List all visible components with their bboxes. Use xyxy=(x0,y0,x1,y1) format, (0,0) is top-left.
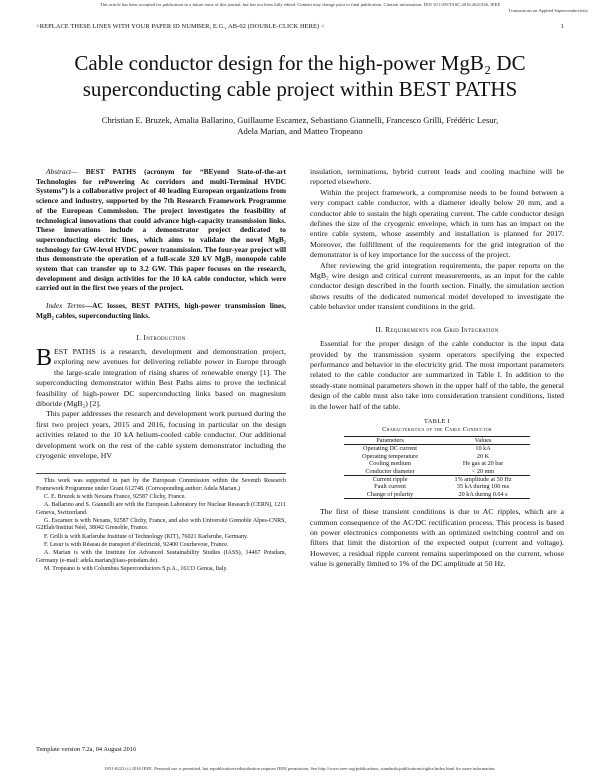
table-cell-parameter: Conductor diameter xyxy=(365,467,415,475)
table-cell-value: 20 kA during 0.64 s xyxy=(436,491,530,499)
drop-cap: B xyxy=(36,344,53,371)
table-cell-parameter: Cooling medium xyxy=(369,460,411,468)
right-paragraph-1: Within the project framework, a compromise needs to be found between a very compact cable conductor, with a diameter ideally below 20 mm, and a conductor able to sustain the high operating current. The cable conductor design defines the size of the cryogenic envelope, which in turn has an impact on the entire cable system, whose assembly and installation is planned for 2017. Moreover, the fulfillment of the requirements for the grid integration of the demonstrator is of key importance for the success of the project. xyxy=(310,187,564,260)
section-heading-grid-integration: II. Requirements for Grid Integration xyxy=(375,324,499,334)
footnote: F. Lesur is with Réseau de transport d’électricité, 92400 Courbevoie, France. xyxy=(44,542,229,548)
index-terms xyxy=(36,301,286,320)
right-paragraph-4: The first of these transient conditions is due to AC ripples, which are a common consequence of the AC/DC rectification process. This process is based on power electronics components with an optimized switching control and on filters that limit the distortion of the expected output (current and voltage). However, a residual ripple current remains superimposed on the current, whose value is generally limited to 1% of the DC amplitude at 50 Hz. xyxy=(310,507,564,569)
right-column xyxy=(310,167,564,570)
intro-paragraph-1 xyxy=(36,344,286,409)
table-cell-value: < 20 mm xyxy=(471,467,495,475)
license-notice: 1051-8223 (c) 2016 IEEE. Personal use is permitted, but republication/redistribution requires IEEE permission. See http://www.ieee.org/publications_standards/publications/rights/index.html for more information. xyxy=(104,766,496,771)
table-cell-value: 20 K xyxy=(476,452,490,460)
paper-title xyxy=(0,50,600,102)
cable-conductor-table xyxy=(344,436,530,499)
table-row xyxy=(344,453,530,460)
section-heading-introduction: I. Introduction xyxy=(136,332,186,342)
footnote: A. Ballarino and S. Giannelli are with the European Laboratory for Nuclear Research (CERN), 1211 Geneva, Switzerland. xyxy=(36,502,286,516)
right-paragraph-0: insulation, terminations, hybrid current leads and cooling machine will be reported elsewhere. xyxy=(310,167,564,187)
index-terms-lead: Index Terms xyxy=(46,301,85,311)
abstract-body: BEST PATHS (acronym for “BEyond State-of-the-art Technologies for rePowering Ac corridors and multi-Terminal HVDC Systems”) is a collaborative project of 40 leading European organizations from science and industry, supported by the 7th Research Framework Programme of the European Commission. The project investigates the feasibility of technological innovations that could advance high-capacity transmission links. These innovations include a demonstrator project dedicated to superconducting electric lines, which aims to validate the novel MgB₂ technology for GW-level HVDC power transmission. The four-year project will thus demonstrate the operation of a full-scale 320 kV MgB₂ monopole cable system that can transfer up to 3.2 GW. This paper focuses on the research, development and design activities for the 10 kA cable conductor, which were carried out in the first two years of the project. xyxy=(36,167,286,293)
table-cell-parameter: Fault current xyxy=(374,483,406,491)
authors-line2: Adela Marian, and Matteo Tropeano xyxy=(237,126,363,136)
table-caption: Characteristics of the Cable Conductor xyxy=(382,425,492,433)
footnote-rule xyxy=(36,473,286,474)
footnote: M. Tropeano is with Columbus Superconductors S.p.A., 16133 Genoa, Italy. xyxy=(44,566,228,573)
table-row xyxy=(344,491,530,499)
table-cell-value: 1% amplitude at 50 Hz xyxy=(436,475,530,483)
table-header-row xyxy=(344,436,530,444)
top-notice-line2: Transactions on Applied Superconductivity xyxy=(508,7,588,13)
table-row xyxy=(344,483,530,490)
top-notice-line1: This article has been accepted for publication in a future issue of this journal, but has not been fully edited. Content may change prior to final publication. Citation information: DOI 10.1109/TASC.2016.2641336, IEEE xyxy=(99,2,501,7)
right-paragraph-3: Essential for the proper design of the cable conductor is the input data provided by the transmission system operators specifying the expected performance and behavior in the electricity grid. The most important parameters related to the cable conductor are summarized in Table I. In addition to the steady-state nominal parameters shown in the upper half of the table, the general design of the cable must also take into consideration transient conditions, listed in the lower half of the table. xyxy=(310,339,564,411)
table-header-values: Values xyxy=(436,436,530,444)
author-list xyxy=(40,115,560,137)
table-cell-parameter: Change of polarity xyxy=(344,491,436,499)
authors-line1: Christian E. Bruzek, Amalia Ballarino, Guillaume Escamez, Sebastiano Giannelli, Francesco Grilli, Frédéric Lesur, xyxy=(101,115,499,125)
abstract-lead: Abstract— xyxy=(46,167,78,176)
table-row xyxy=(344,468,530,476)
top-notice xyxy=(12,2,588,13)
footnote: G. Escamez is with Nexans, 92587 Clichy, France, and also with Université Grenoble Alpes-CNRS, G2Elab/Institut Néel, 38042 Grenoble, France. xyxy=(36,517,286,532)
footnote: A. Marian is with the Institute for Advanced Sustainability Studies (IASS), 14467 Potsdam, Germany (e-mail: adela.marian@iass-potsdam.de). xyxy=(36,550,286,564)
table-header-parameters: Parameters xyxy=(344,436,436,444)
table-cell-value: He gas at 20 bar xyxy=(462,460,504,468)
table-row xyxy=(344,460,530,467)
table-cell-value: 35 kA during 100 ms xyxy=(456,483,510,491)
table-1 xyxy=(310,418,564,499)
footnote: F. Grilli is with Karlsruhe Institute of Technology (KIT), 76021 Karlsruhe, Germany. xyxy=(44,533,249,540)
table-cell-parameter: Operating temperature xyxy=(362,452,418,460)
table-label: TABLE I xyxy=(424,417,450,425)
abstract xyxy=(36,167,286,293)
left-column xyxy=(36,167,286,574)
footnote: This work was supported in part by the European Commission within the Seventh Research Framework Programme under Grant 612748. (Corresponding author: Adela Marian.) xyxy=(36,478,286,492)
table-row xyxy=(344,445,530,453)
page-number: 1 xyxy=(560,23,564,30)
table-cell-value: 10 kA xyxy=(475,445,491,453)
right-paragraph-2: After reviewing the grid integration requirements, the paper reports on the MgB₂ wire design and critical current measurements, as an input for the cable conductor design described in the fourth section. Finally, the simulation section shows results of the dedicated numerical model developed to investigate the cable behavior under transient conditions in the grid. xyxy=(310,260,564,312)
table-cell-parameter: Current ripple xyxy=(344,475,436,483)
intro-paragraph-2: This paper addresses the research and development work pursued during the first two project years, 2015 and 2016, focusing in particular on the design activities related to the 10 kA helium-cooled cable conductor. Our additional development work on the rest of the cable system demonstrator including the cryogenic envelope, HV xyxy=(36,409,286,461)
title-line1: Cable conductor design for the high-power MgB₂ DC xyxy=(74,51,526,75)
footnotes xyxy=(36,478,286,574)
footnote: C. E. Bruzek is with Nexans France, 92587 Clichy, France. xyxy=(44,493,186,500)
title-line2: superconducting cable project within BEST PATHS xyxy=(82,77,518,101)
running-header xyxy=(36,23,564,30)
table-row xyxy=(344,475,530,483)
template-version: Template version 7.2a, 04 August 2016 xyxy=(36,746,137,753)
table-cell-parameter: Operating DC current xyxy=(363,445,417,453)
running-header-text: >REPLACE THESE LINES WITH YOUR PAPER ID NUMBER, E.G., AB-02 (DOUBLE-CLICK HERE) < xyxy=(36,23,325,30)
index-terms-body: —AC losses, BEST PATHS, high-power transmission lines, MgB₂ cables, superconducting links. xyxy=(36,301,287,320)
intro-p1-text: EST PATHS is a research, development and demonstration project, exploring new avenues for delivering reliable power in Europe through the large-scale integration of rising shares of renewable energy [1]. The superconducting demonstrator within Best Paths aims to prove the technical feasibility of high-power DC superconducting links based on magnesium diboride (MgB₂) [2]. xyxy=(36,346,286,408)
